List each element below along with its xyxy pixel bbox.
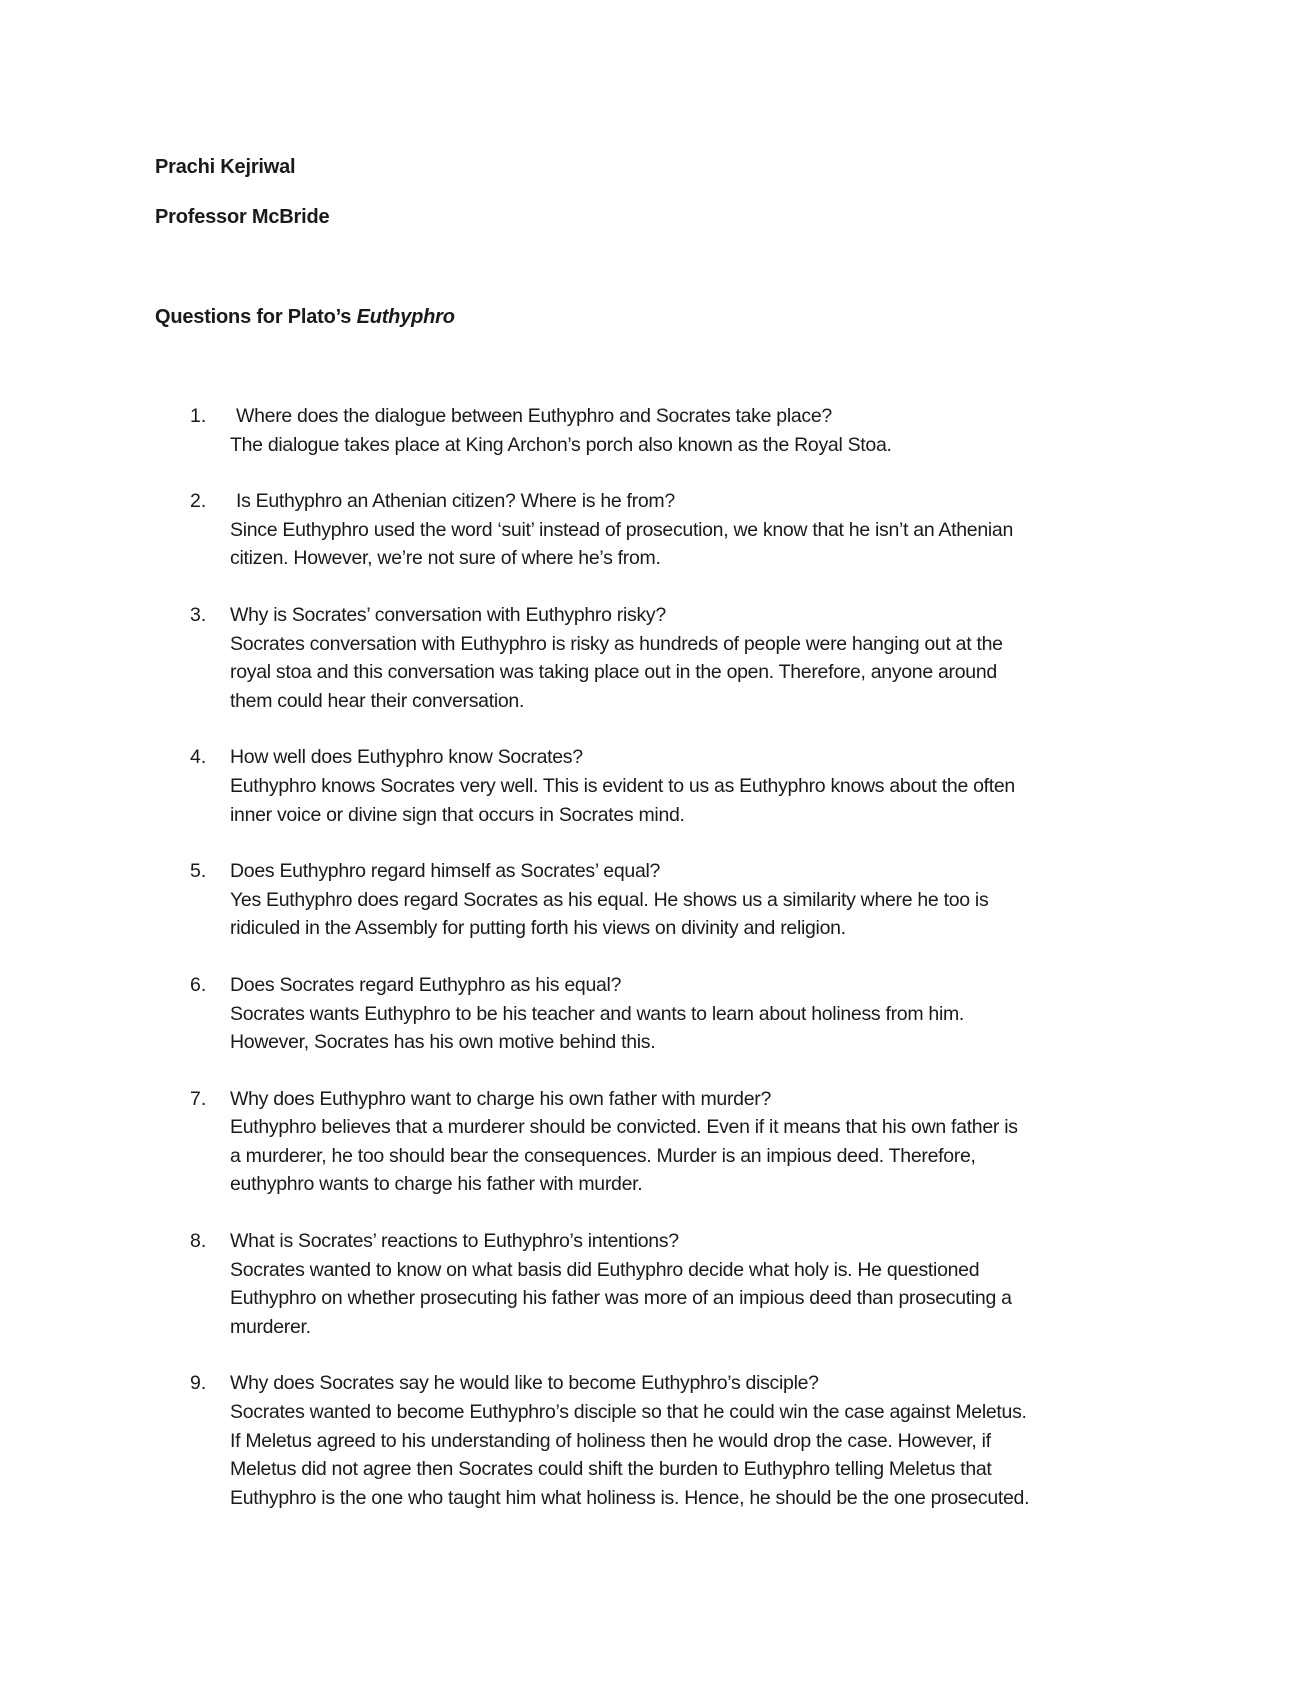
question-number: 3. xyxy=(190,603,207,626)
answer-line: ridiculed in the Assembly for putting forth his views on divinity and religion. xyxy=(230,917,846,940)
answer-line: Euthyphro believes that a murderer should be convicted. Even if it means that his own father is xyxy=(230,1116,1018,1139)
question-item xyxy=(190,1085,1150,1199)
document-title-prefix: Questions for Plato’s xyxy=(155,306,357,328)
answer-line: euthyphro wants to charge his father with murder. xyxy=(230,1173,643,1196)
question-number: 2. xyxy=(190,490,207,513)
answer-text xyxy=(230,772,1148,829)
question-item xyxy=(190,971,1150,1057)
question-text: What is Socrates’ reactions to Euthyphro’s intentions? xyxy=(230,1230,679,1253)
question-number: 4. xyxy=(190,746,207,769)
answer-line: Euthyphro is the one who taught him what holiness is. Hence, he should be the one prosecuted. xyxy=(230,1486,1030,1509)
answer-line: inner voice or divine sign that occurs in Socrates mind. xyxy=(230,803,685,826)
question-text: How well does Euthyphro know Socrates? xyxy=(230,746,583,769)
question-item xyxy=(190,1369,1150,1512)
answer-line: Socrates wanted to know on what basis did Euthyphro decide what holy is. He questioned xyxy=(230,1258,980,1281)
answer-line: Yes Euthyphro does regard Socrates as his equal. He shows us a similarity where he too is xyxy=(230,888,989,911)
question-number: 8. xyxy=(190,1230,207,1253)
answer-line: Meletus did not agree then Socrates could shift the burden to Euthyphro telling Meletus that xyxy=(230,1458,992,1481)
question-number: 6. xyxy=(190,973,207,996)
author-name: Prachi Kejriwal xyxy=(155,156,296,178)
answer-text xyxy=(230,1000,1148,1057)
document-title-italic: Euthyphro xyxy=(356,306,455,328)
question-text: Is Euthyphro an Athenian citizen? Where is he from? xyxy=(236,490,675,513)
document-title xyxy=(155,306,455,329)
question-text: Does Euthyphro regard himself as Socrates’ equal? xyxy=(230,860,661,883)
answer-line: Euthyphro on whether prosecuting his father was more of an impious deed than prosecuting a xyxy=(230,1287,1012,1310)
answer-line: Socrates conversation with Euthyphro is risky as hundreds of people were hanging out at the xyxy=(230,632,1003,655)
question-item xyxy=(190,1227,1150,1341)
question-text: Why does Euthyphro want to charge his own father with murder? xyxy=(230,1087,771,1110)
question-number: 7. xyxy=(190,1087,207,1110)
question-item xyxy=(190,601,1150,715)
question-item xyxy=(190,743,1150,829)
answer-line: murderer. xyxy=(230,1315,311,1338)
question-item xyxy=(190,857,1150,943)
question-list xyxy=(190,402,1150,1540)
question-text: Why is Socrates’ conversation with Euthyphro risky? xyxy=(230,603,666,626)
answer-text xyxy=(230,431,1148,460)
answer-line: If Meletus agreed to his understanding of holiness then he would drop the case. However, if xyxy=(230,1429,991,1452)
answer-text xyxy=(230,1398,1148,1512)
answer-line: However, Socrates has his own motive behind this. xyxy=(230,1031,656,1054)
answer-text xyxy=(230,886,1148,943)
answer-line: a murderer, he too should bear the consequences. Murder is an impious deed. Therefore, xyxy=(230,1144,976,1167)
question-number: 9. xyxy=(190,1372,207,1395)
answer-line: The dialogue takes place at King Archon’s porch also known as the Royal Stoa. xyxy=(230,433,892,456)
professor-name: Professor McBride xyxy=(155,206,330,228)
answer-line: Socrates wanted to become Euthyphro’s disciple so that he could win the case against Meletus. xyxy=(230,1401,1027,1424)
question-item xyxy=(190,402,1150,459)
question-text: Does Socrates regard Euthyphro as his equal? xyxy=(230,973,622,996)
question-item xyxy=(190,487,1150,573)
answer-line: Since Euthyphro used the word ‘suit’ instead of prosecution, we know that he isn’t an Athenian xyxy=(230,518,1013,541)
question-number: 1. xyxy=(190,405,207,427)
answer-line: royal stoa and this conversation was taking place out in the open. Therefore, anyone around xyxy=(230,661,997,684)
answer-line: citizen. However, we’re not sure of where he’s from. xyxy=(230,547,661,570)
answer-line: Euthyphro knows Socrates very well. This is evident to us as Euthyphro knows about the often xyxy=(230,774,1015,797)
answer-line: them could hear their conversation. xyxy=(230,689,525,712)
answer-line: Socrates wants Euthyphro to be his teacher and wants to learn about holiness from him. xyxy=(230,1002,965,1025)
question-number: 5. xyxy=(190,860,207,883)
question-text: Why does Socrates say he would like to become Euthyphro’s disciple? xyxy=(230,1372,819,1395)
answer-text xyxy=(230,630,1148,716)
question-text: Where does the dialogue between Euthyphro and Socrates take place? xyxy=(236,405,832,427)
answer-text xyxy=(230,516,1148,573)
answer-text xyxy=(230,1113,1148,1199)
answer-text xyxy=(230,1256,1148,1342)
